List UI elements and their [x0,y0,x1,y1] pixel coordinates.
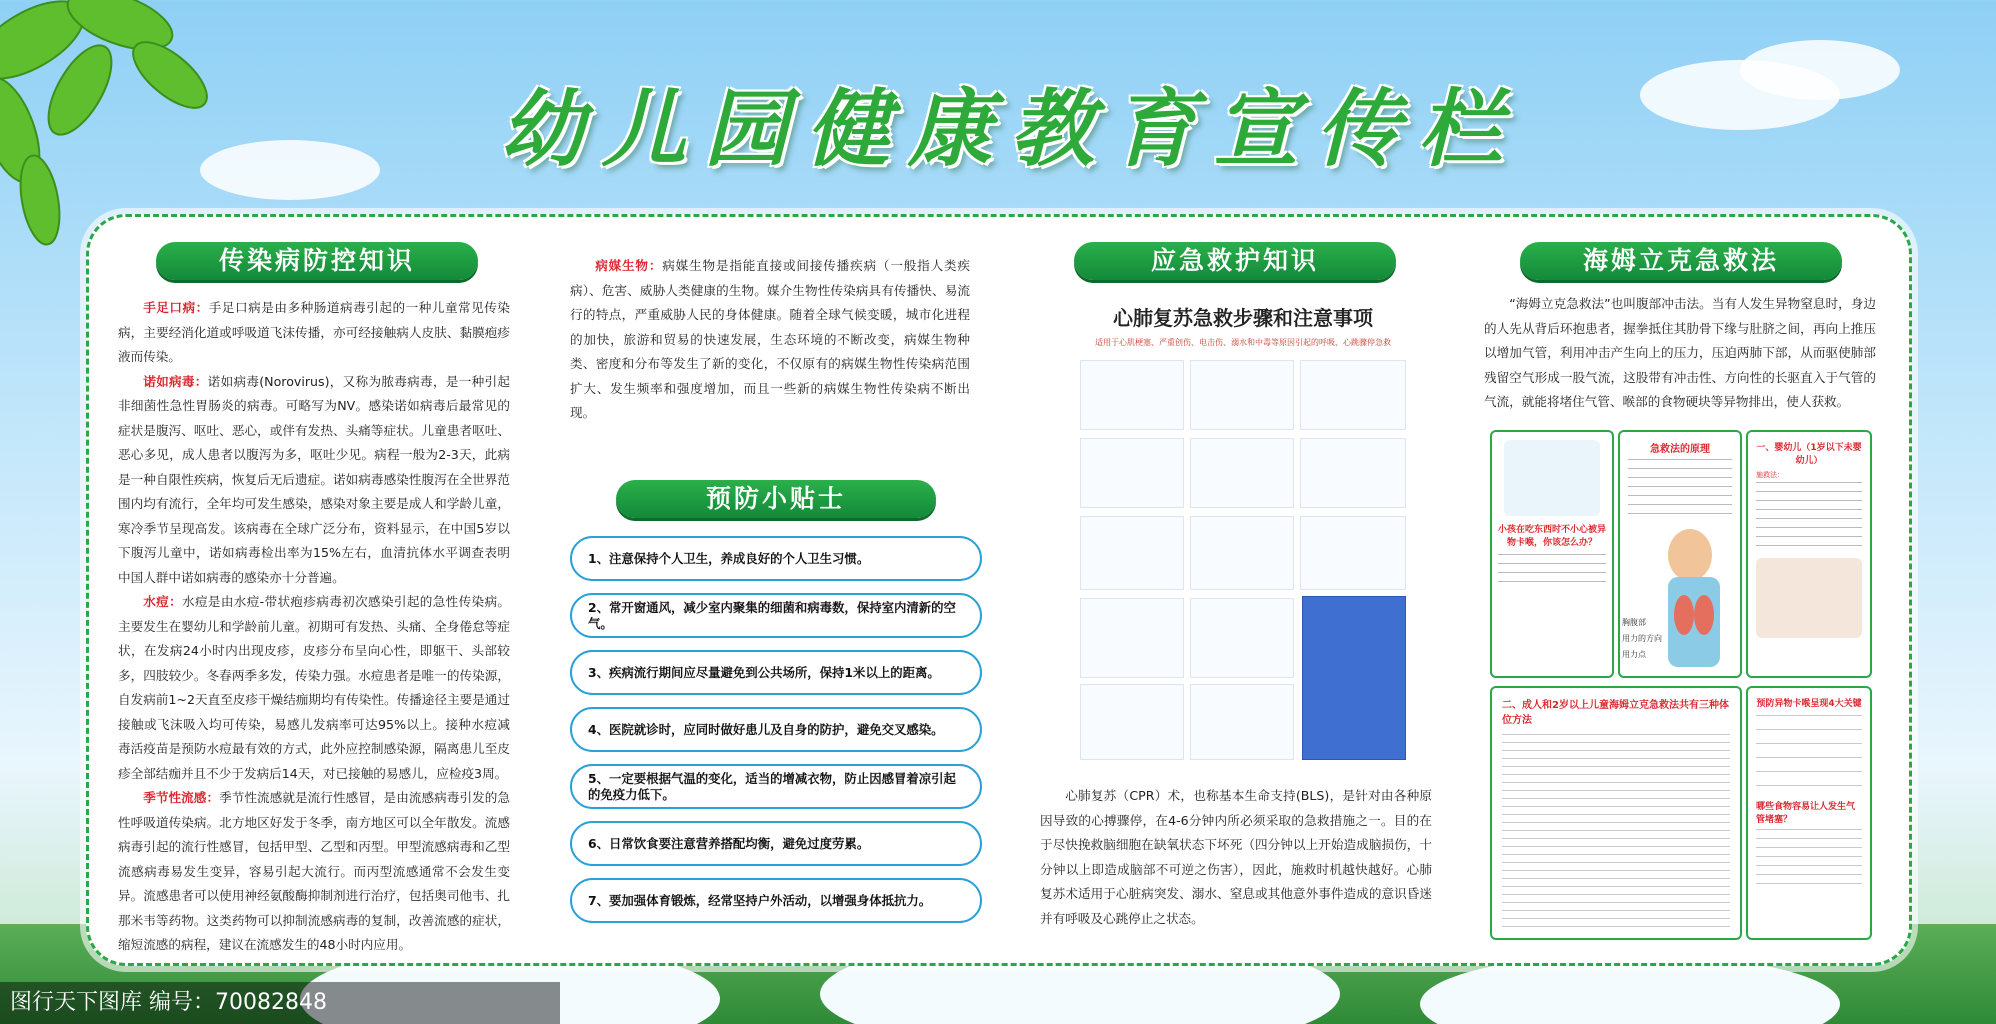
text-norovirus: 诺如病毒(Norovirus)，又称为脓毒病毒，是一种引起非细菌性急性胃肠炎的病毒。可略写为NV。感染诺如病毒后最常见的症状是腹泻、呕吐、恶心，或伴有发热、头痛等症状。儿童患者呕吐、恶心多见，成人患者以腹泻为多，呕吐少见。病程一般为2-3天，此病是一种自限性疾病，恢复后无后遗症。诺如病毒感染性腹泻在全世界范围内均有流行，全年均可发生感染，感染对象主要是成人和学龄儿童，寒冷季节呈现高发。该病毒在全球广泛分布，资料显示，在中国5岁以下腹泻儿童中，诺如病毒检出率为15%左右，血清抗体水平调查表明中国人群中诺如病毒的感染亦十分普遍。 [118,373,511,585]
cpr-step-illustration [1300,360,1406,430]
text-vector: 病媒生物是指能直接或间接传播疾病（一般指人类疾病）、危害、威胁人类健康的生物。媒介生物性传染病具有传播快、易流行的特点，严重威胁人民的身体健康。随着全球气候变暖，城市化进程的加快，旅游和贸易的快速发展，生态环境的不断改变，病媒生物种类、密度和分布等发生了新的变化，不仅原有的病媒生物性传染病范围扩大、发生频率和强度增加，而且一些新的病媒生物性传染病不断出现。 [570,258,971,420]
panel-title: 二、成人和2岁以上儿童海姆立克急救法共有三种体位方法 [1502,700,1729,726]
cpr-step-illustration [1080,598,1184,678]
cpr-step-illustration [1080,360,1184,430]
lungs-diagram [1620,525,1740,675]
cpr-title: 心肺复苏急救步骤和注意事项 [1113,306,1373,330]
panel-title: 一、婴幼儿（1岁以下未婴幼儿） [1756,443,1862,466]
panel-body [1492,554,1612,590]
text-chickenpox: 水痘是由水痘-带状疱疹病毒初次感染引起的急性传染病。主要发生在婴幼儿和学龄前儿童。初期可有发热、头痛、全身倦怠等症状，在发病24小时内出现皮疹，皮疹分布呈向心性，即躯干、头部较多，四肢较少。冬春两季多发，传染力强。水痘患者是唯一的传染源，自发病前1~2天直至皮疹干燥结痂期均有传染性。传播途径主要是通过接触或飞沫吸入均可传染，易感儿发病率可达95%以上。接种水痘减毒活疫苗是预防水痘最有效的方式，此外应控制感染源，隔离患儿至皮疹全部结痂并且不少于发病后14天，对已接触的易感儿，应检疫3周。 [118,594,511,781]
heimlich-panel-principle [1618,430,1742,678]
cpr-step-grid [1080,360,1406,760]
tip-item: 6、日常饮食要注意营养搭配均衡，避免过度劳累。 [570,821,982,866]
cpr-step-illustration [1300,438,1406,508]
tip-item: 5、一定要根据气温的变化，适当的增减衣物，防止因感冒着凉引起的免疫力低下。 [570,764,982,809]
heimlich-panel-child [1490,430,1614,678]
term-norovirus: 诺如病毒： [143,373,208,389]
infectious-text-left [118,296,511,952]
heimlich-panel-adult [1490,686,1742,940]
cpr-notes-box [1302,596,1406,760]
section-header-infectious: 传染病防控知识 [156,242,478,280]
cpr-step-illustration [1190,598,1294,678]
tip-item: 2、常开窗通风，减少室内聚集的细菌和病毒数，保持室内清新的空气。 [570,593,982,638]
cpr-subtitle: 适用于心肌梗塞、严重创伤、电击伤、溺水和中毒等原因引起的呼吸、心跳骤停急救 [1095,338,1391,347]
infectious-text-right [570,254,970,454]
term-chickenpox: 水痘： [143,594,183,609]
label-force-point: 用力点 [1622,650,1646,659]
watermark: 图行天下图库 编号：70082848 [0,982,560,1024]
text-flu: 季节性流感就是流行性感冒，是由流感病毒引发的急性呼吸道传染病。北方地区好发于冬季，南方地区可以全年散发。流感病毒引起的流行性感冒，包括甲型、乙型和丙型。甲型流感病毒和乙型流感病毒易发生变异，容易引起大流行。而丙型流感通常不会发生变异。流感患者可以使用神经氨酸酶抑制剂进行治疗，包括奥司他韦、扎那米韦等药物。这类药物可以抑制流感病毒的复制，改善流感的症状，缩短流感的病程，建议在流感发生的48小时内应用。 [118,790,511,952]
cloud-decoration [1740,40,1900,100]
panel-title: 预防异物卡喉呈现4大关键 [1756,699,1862,709]
section-header-heimlich: 海姆立克急救法 [1520,242,1842,280]
tip-item: 1、注意保持个人卫生，养成良好的个人卫生习惯。 [570,536,982,581]
panel-subtitle: 哪些食物容易让人发生气管堵塞？ [1756,802,1856,825]
label-chest-abdomen: 胸腹部 [1622,618,1646,627]
cpr-step-illustration [1080,684,1184,760]
cpr-step-illustration [1080,438,1184,508]
term-hfmd: 手足口病： [143,300,209,315]
term-vector: 病媒生物： [595,258,663,273]
cpr-step-illustration [1190,516,1294,590]
panel-label: 施救法： [1756,471,1784,479]
cpr-diagram [1074,298,1412,770]
heimlich-paragraph: “海姆立克急救法”也叫腹部冲击法。当有人发生异物窒息时，身边的人先从背后环抱患者，握拳抵住其肋骨下缘与肚脐之间，再向上推压以增加气管，利用冲击产生向上的压力，压迫两肺下部，从而驱使肺部残留空气形成一股气流，这股带有冲击性、方向性的长驱直入于气管的气流，就能将堵住气管、喉部的食物硬块等异物排出，使人获救。 [1484,296,1876,409]
cpr-step-illustration [1080,516,1184,590]
panel-title: 急救法的原理 [1650,444,1710,455]
section-header-tips: 预防小贴士 [616,480,936,518]
tips-list [570,536,982,935]
tip-item: 3、疾病流行期间应尽量避免到公共场所，保持1米以上的距离。 [570,650,982,695]
emergency-text [1040,784,1432,924]
tip-item: 7、要加强体育锻炼，经常坚持户外活动，以增强身体抵抗力。 [570,878,982,923]
emergency-paragraph: 心肺复苏（CPR）术，也称基本生命支持(BLS)，是针对由各种原因导致的心搏骤停，在4-6分钟内所必须采取的急救措施之一。目的在于尽快挽救脑细胞在缺氧状态下坏死（四分钟以上开始造成脑损伤，十分钟以上即造成脑部不可逆之伤害），因此，施救时机越快越好。心肺复苏术适用于心脏病突发、溺水、窒息或其他意外事件造成的意识昏迷并有呼吸及心跳停止之状态。 [1040,788,1432,926]
heimlich-panel-infant [1746,430,1872,678]
label-force-direction: 用力的方向 [1622,634,1662,643]
cpr-step-illustration [1190,438,1294,508]
cpr-step-illustration [1190,684,1294,760]
page-title: 幼儿园健康教育宣传栏 [499,80,1520,178]
tip-item: 4、医院就诊时，应同时做好患儿及自身的防护，避免交叉感染。 [570,707,982,752]
heimlich-panel-prevention [1746,686,1872,940]
text-hfmd: 手足口病是由多种肠道病毒引起的一种儿童常见传染病，主要经消化道或呼吸道飞沫传播，亦可经接触病人皮肤、黏膜疱疹液而传染。 [118,300,511,364]
cpr-step-illustration [1300,516,1406,590]
panel-title: 小孩在吃东西时不小心被异物卡喉，你该怎么办？ [1498,525,1607,548]
term-flu: 季节性流感： [143,790,220,805]
cpr-step-illustration [1190,360,1294,430]
section-header-emergency: 应急救护知识 [1074,242,1396,280]
heimlich-text [1484,292,1876,422]
